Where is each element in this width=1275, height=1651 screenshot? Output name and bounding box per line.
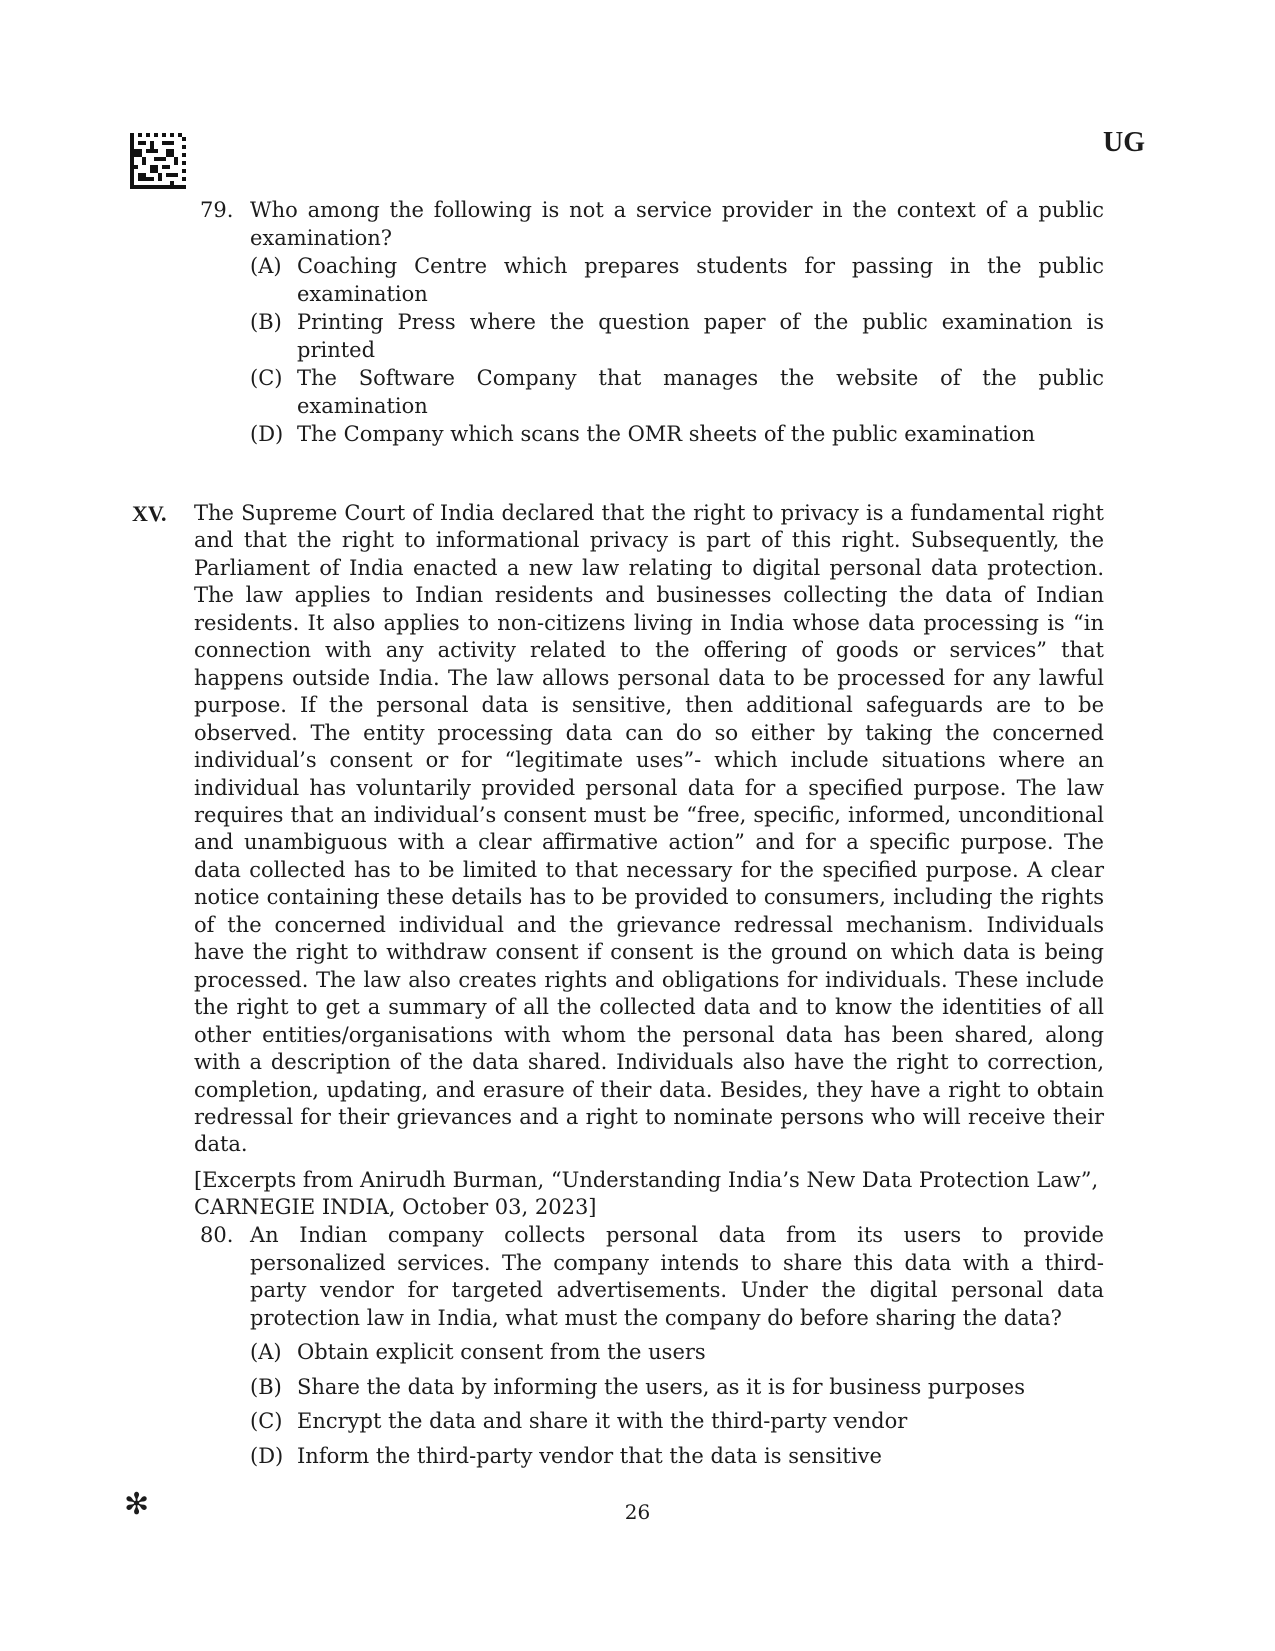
option-text: Coaching Centre which prepares students for passing in the public examination (297, 254, 1104, 306)
option-text: Obtain explicit consent from the users (297, 1340, 706, 1364)
passage-xv (132, 500, 1104, 1222)
option-label: (A) (250, 1340, 282, 1364)
question-text: An Indian company collects personal data from its users to provide personalized services. The company intends to share this data with a third-party vendor for targeted advertisements. Under the digital personal data protection law in India, what must the company do before sharing the data? (250, 1223, 1104, 1330)
option-label: (B) (250, 310, 282, 334)
option-d (250, 421, 1104, 449)
option-d (250, 1443, 1104, 1471)
option-b (250, 309, 1104, 364)
question-number: 80. (200, 1223, 234, 1247)
option-label: (B) (250, 1374, 282, 1399)
option-a (250, 1339, 1104, 1367)
option-text: Share the data by informing the users, as it is for business purposes (297, 1374, 1025, 1399)
option-b (250, 1374, 1104, 1402)
option-text: Encrypt the data and share it with the third-party vendor (297, 1409, 908, 1433)
series-code: UG (1103, 127, 1145, 158)
option-text: The Software Company that manages the website of the public examination (297, 366, 1104, 418)
option-a (250, 253, 1104, 308)
option-c (250, 365, 1104, 420)
option-text: Printing Press where the question paper of the public examination is printed (297, 310, 1104, 362)
passage-text: The Supreme Court of India declared that the right to privacy is a fundamental right and that the right to informational privacy is part of this right. Subsequently, the Parliament of India enacted a new law relating to digital personal data protection. The law applies to Indian residents and businesses collecting the data of Indian residents. It also applies to non-citizens living in India whose data processing is “in connection with any activity related to the offering of goods or services” that happens outside India. The law allows personal data to be processed for any lawful purpose. If the personal data is sensitive, then additional safeguards are to be observed. The entity processing data can do so either by taking the concerned individual’s consent or for “legitimate uses”- which include situations where an individual has voluntarily provided personal data for a specified purpose. The law requires that an individual’s consent must be “free, specific, informed, unconditional and unambiguous with a clear affirmative action” and for a specific purpose. The data collected has to be limited to that necessary for the specified purpose. A clear notice containing these details has to be provided to consumers, including the rights of the concerned individual and the grievance redressal mechanism. Individuals have the right to withdraw consent if consent is the ground on which data is being processed. The law also creates rights and obligations for individuals. These include the right to get a summary of all the collected data and to know the identities of all other entities/organisations with whom the personal data has been shared, along with a description of the data shared. Individuals also have the right to correction, completion, updating, and erasure of their data. Besides, they have a right to obtain redressal for their grievances and a right to nominate persons who will receive their data. (194, 501, 1104, 1157)
question-text: Who among the following is not a service provider in the context of a public examination? (250, 198, 1104, 250)
option-label: (D) (250, 422, 284, 446)
passage-number: XV. (132, 501, 167, 526)
option-label: (D) (250, 1443, 284, 1468)
option-c (250, 1408, 1104, 1436)
asterisk-symbol: ✻ (124, 1487, 150, 1522)
source-line-1: [Excerpts from Anirudh Burman, “Understanding India’s New Data Protection Law”, (194, 1167, 1099, 1192)
option-label: (C) (250, 366, 283, 390)
passage-source (194, 1167, 1104, 1222)
option-label: (A) (250, 254, 282, 278)
option-label: (C) (250, 1409, 283, 1433)
question-number: 79. (200, 198, 234, 222)
option-text: The Company which scans the OMR sheets of the public examination (297, 422, 1036, 446)
source-line-2: CARNEGIE INDIA, October 03, 2023] (194, 1195, 597, 1220)
qr-code (130, 133, 186, 189)
page-number: 26 (624, 1500, 651, 1524)
option-text: Inform the third-party vendor that the data is sensitive (297, 1443, 882, 1468)
question-80 (200, 1222, 1104, 1470)
question-79 (200, 197, 1104, 449)
